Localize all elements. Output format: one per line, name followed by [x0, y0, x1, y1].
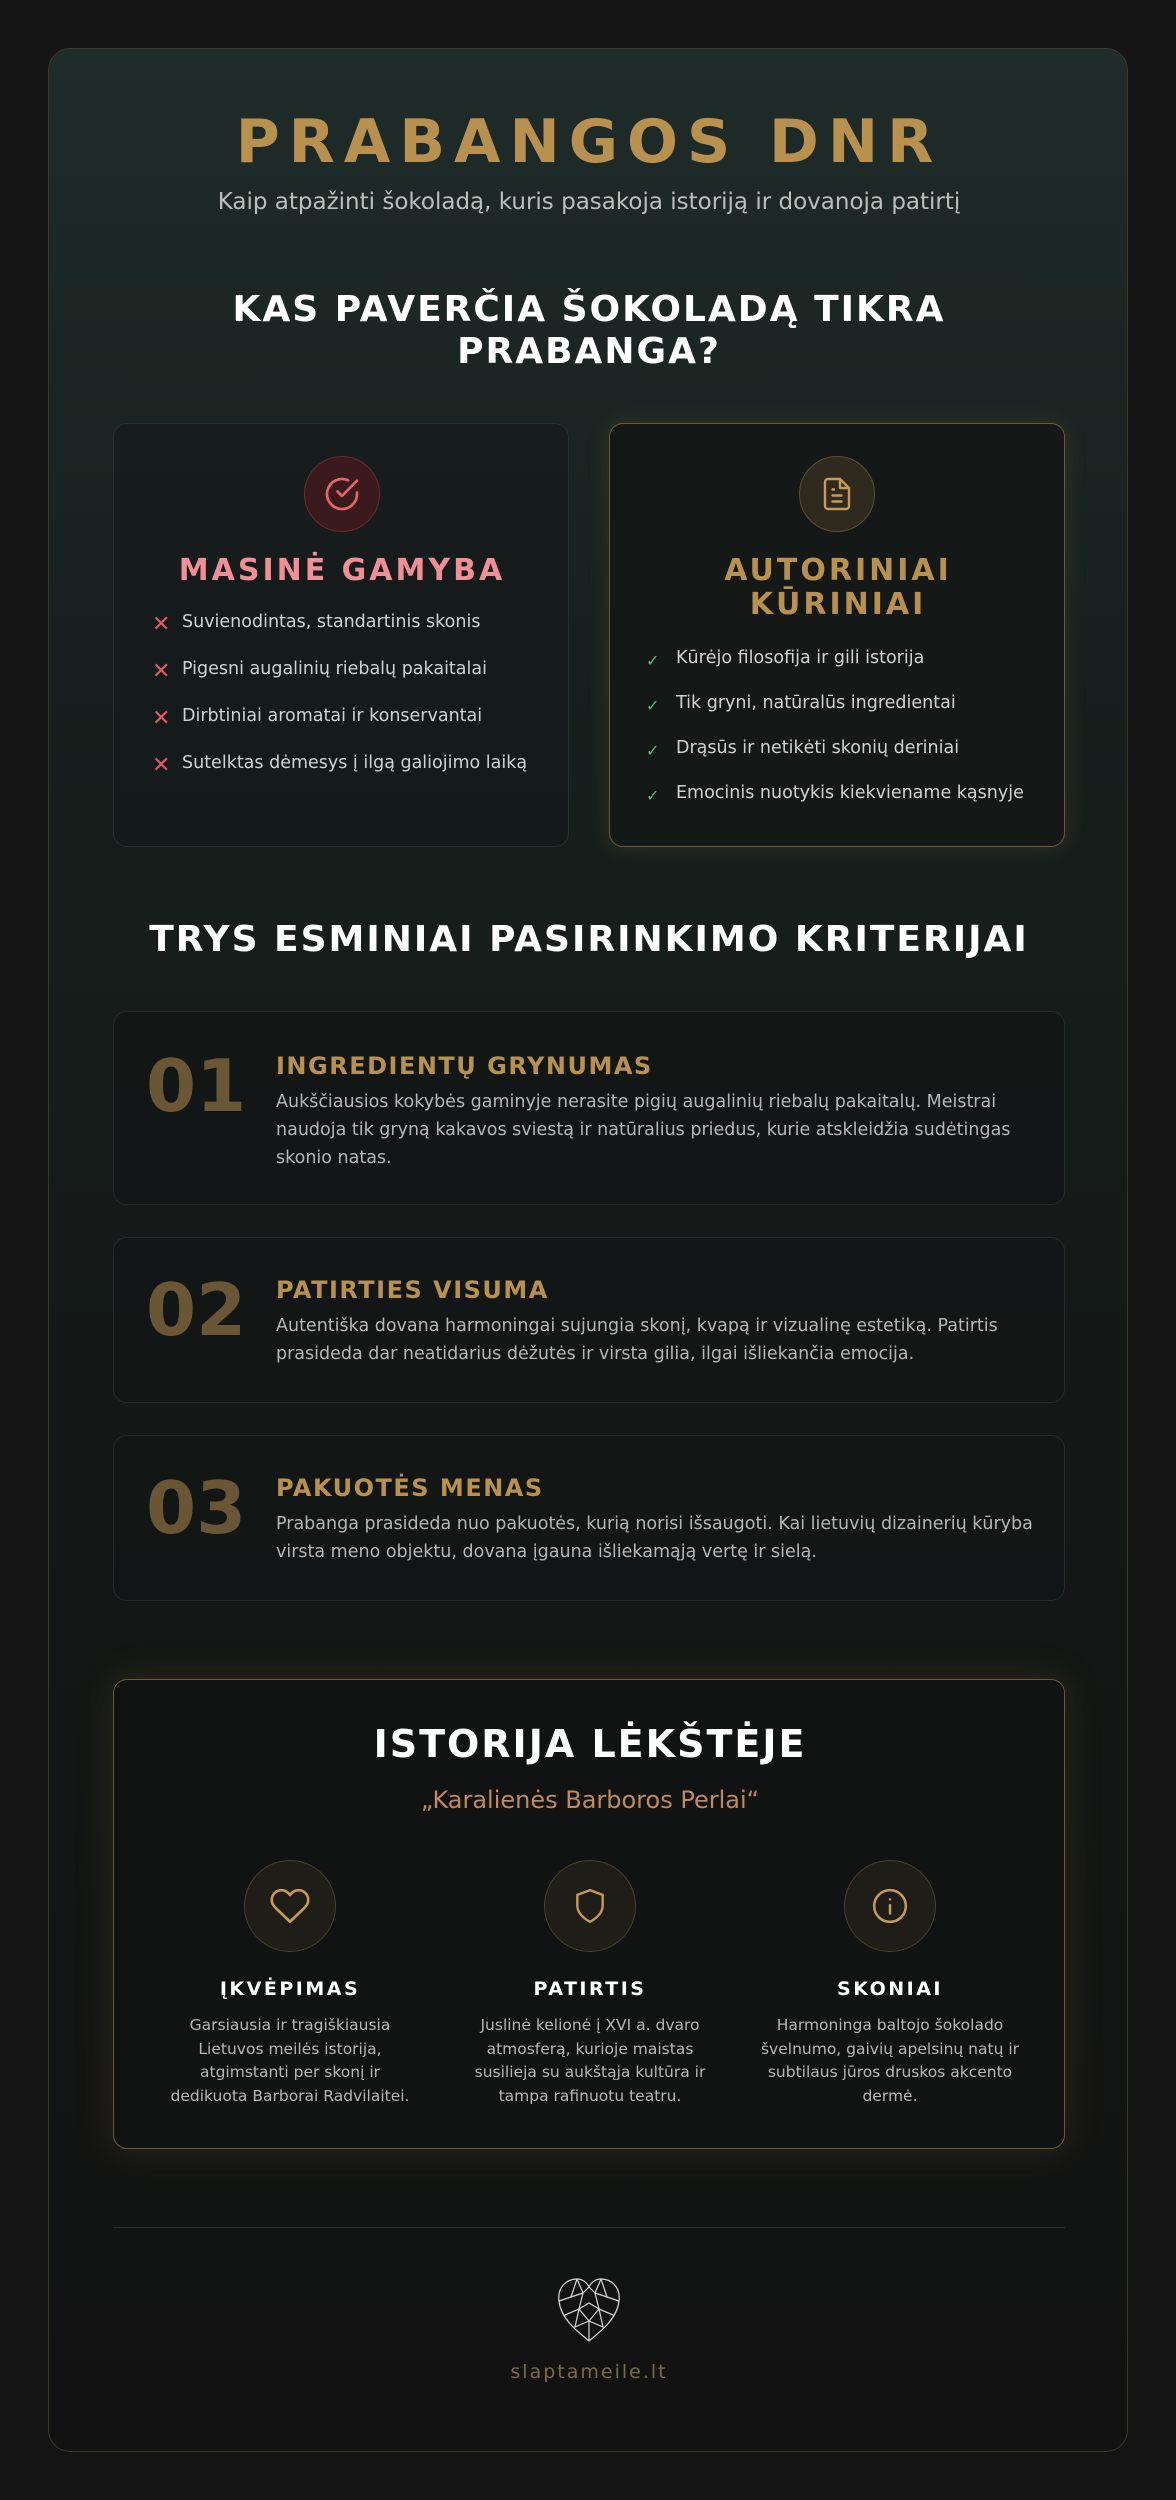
criterion-title: PAKUOTĖS MENAS — [276, 1474, 544, 1502]
page-subtitle: Kaip atpažinti šokoladą, kuris pasakoja istoriją ir dovanoja patirtį — [217, 189, 961, 215]
story-column-text: Juslinė kelionė į XVI a. dvaro atmosferą, kurioje maistas susilieja su aukštąja kultūra ir tampa rafinuotu teatru. — [474, 2016, 706, 2105]
criterion-title: PATIRTIES VISUMA — [276, 1276, 549, 1304]
criterion-text: Prabanga prasideda nuo pakuotės, kurią norisi išsaugoti. Kai lietuvių dizainerių kūryba virsta meno objektu, dovana įgauna išliekamąją vertę ir sielą. — [276, 1514, 1033, 1562]
author-heading: AUTORINIAI KŪRINIAI — [724, 553, 952, 622]
footer-website[interactable]: slaptameile.lt — [510, 2361, 668, 2383]
story-column-title: PATIRTIS — [533, 1978, 647, 2000]
checkmark-icon: ✓ — [646, 741, 660, 760]
checkmark-icon: ✓ — [646, 696, 660, 715]
story-column-text: Garsiausia ir tragiškiausia Lietuvos meilės istorija, atgimstanti per skonį ir dedikuota Barborai Radvilaitei. — [170, 2016, 410, 2105]
criterion-card — [113, 1435, 1065, 1601]
comparison-title-line1: KAS PAVERČIA ŠOKOLADĄ TIKRA — [232, 289, 946, 330]
checkmark-icon: ✓ — [646, 786, 660, 805]
heart-icon — [244, 1860, 336, 1952]
criterion-title: INGREDIENTŲ GRYNUMAS — [276, 1052, 653, 1080]
mass-heading: MASINĖ GAMYBA — [178, 553, 506, 588]
comparison-title — [49, 289, 1128, 373]
checkmark-icon: ✓ — [646, 651, 660, 670]
criterion-card — [113, 1237, 1065, 1403]
comparison-title-line2: PRABANGA? — [457, 331, 721, 372]
criterion-number: 03 — [146, 1466, 247, 1550]
footer-divider — [113, 2227, 1065, 2228]
criterion-number: 01 — [146, 1044, 247, 1128]
check-circle-icon — [304, 456, 380, 532]
authored-creations-box: AUTORINIAI KŪRINIAI ✓ Kūrėjo filosofija ir gili istorija ✓ Tik gryni, natūralūs ingredientai ✓ Drąsūs ir netikėti skonių deriniai ✓ Emocinis nuotykis kiekviename kąsnyje — [609, 423, 1065, 847]
criterion-card — [113, 1011, 1065, 1205]
shield-icon — [544, 1860, 636, 1952]
criterion-number: 02 — [146, 1268, 247, 1352]
cross-icon: ✕ — [152, 612, 171, 637]
infographic-card — [48, 48, 1128, 2452]
document-icon — [799, 456, 875, 532]
story-box — [113, 1679, 1065, 2149]
criterion-text: Autentiška dovana harmoningai sujungia skonį, kvapą ir vizualinę estetiką. Patirtis prasideda dar neatidarius dėžutės ir virsta gilia, ilgai išliekančia emocija. — [276, 1316, 998, 1364]
story-column-title: ĮKVĖPIMAS — [219, 1978, 361, 2000]
cross-icon: ✕ — [152, 659, 171, 684]
cross-icon: ✕ — [152, 706, 171, 731]
criterion-text: Aukščiausios kokybės gaminyje nerasite pigių augalinių riebalų pakaitalų. Meistrai naudoja tik gryną kakavos sviestą ir natūralius priedus, kurie atskleidžia sudėtingas skonio natas. — [276, 1092, 1011, 1168]
story-quote: „Karalienės Barboros Perlai“ — [420, 1786, 760, 1814]
story-column-text: Harmoninga baltojo šokolado švelnumo, gaivių apelsinų natų ir subtilaus jūros druskos akcento dermė. — [760, 2016, 1019, 2105]
story-column-title: SKONIAI — [837, 1978, 943, 2000]
criteria-title: TRYS ESMINIAI PASIRINKIMO KRITERIJAI — [149, 919, 1029, 960]
mass-production-box: MASINĖ GAMYBA ✕ Suvienodintas, standartinis skonis ✕ Pigesni augalinių riebalų pakaitalai ✕ Dirbtiniai aromatai ir konservantai ✕ Sutelktas dėmesys į ilgą galiojimo laiką — [113, 423, 569, 847]
cross-icon: ✕ — [152, 753, 171, 778]
page-title: PRABANGOS DNR — [235, 107, 943, 177]
heart-logo-icon — [555, 2275, 623, 2349]
info-icon — [844, 1860, 936, 1952]
story-title: ISTORIJA LĖKŠTĖJE — [373, 1722, 807, 1766]
